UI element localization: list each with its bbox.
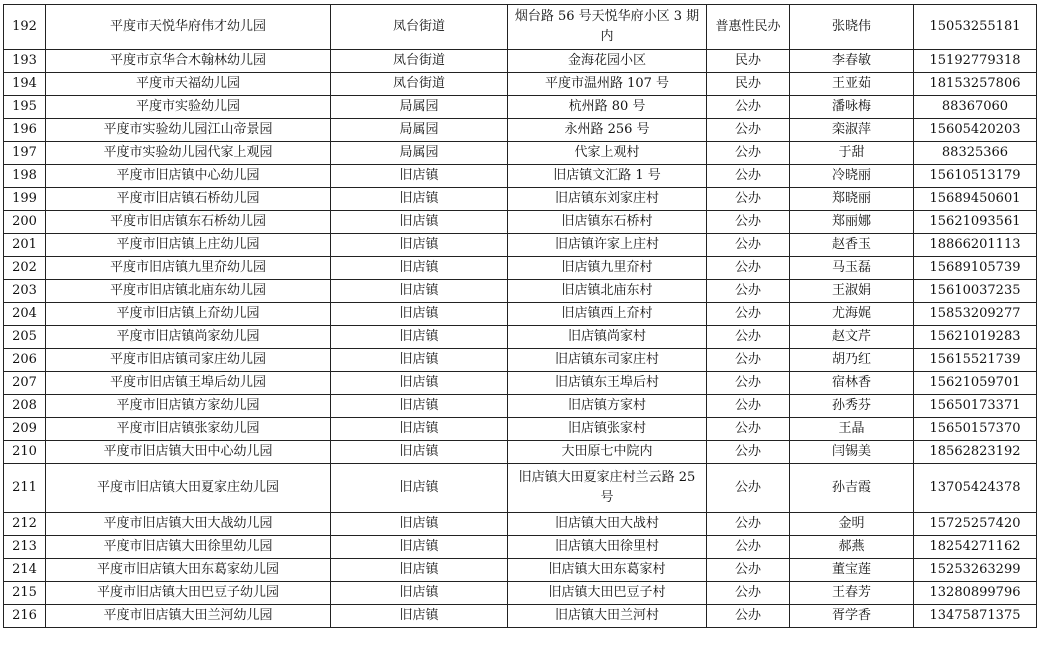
street-cell: 旧店镇 [331, 303, 508, 326]
kindergarten-name-cell: 平度市天福幼儿园 [46, 73, 331, 96]
phone-cell: 15610037235 [914, 280, 1037, 303]
street-cell: 旧店镇 [331, 441, 508, 464]
table-row [4, 513, 1037, 536]
address-cell: 旧店镇北庙东村 [508, 280, 707, 303]
ownership-type-cell: 公办 [707, 349, 790, 372]
address-cell: 代家上观村 [508, 142, 707, 165]
ownership-type-cell: 公办 [707, 536, 790, 559]
phone-cell: 15605420203 [914, 119, 1037, 142]
phone-cell: 15615521739 [914, 349, 1037, 372]
table-row [4, 73, 1037, 96]
kindergarten-name-cell: 平度市天悦华府伟才幼儿园 [46, 5, 331, 50]
table-row [4, 188, 1037, 211]
table-row [4, 119, 1037, 142]
phone-cell: 13280899796 [914, 582, 1037, 605]
ownership-type-cell: 公办 [707, 234, 790, 257]
contact-person-cell: 冷晓丽 [790, 165, 914, 188]
address-cell: 旧店镇东刘家庄村 [508, 188, 707, 211]
table-row [4, 464, 1037, 513]
phone-cell: 15192779318 [914, 50, 1037, 73]
phone-cell: 18254271162 [914, 536, 1037, 559]
ownership-type-cell: 公办 [707, 119, 790, 142]
ownership-type-cell: 公办 [707, 582, 790, 605]
street-cell: 旧店镇 [331, 513, 508, 536]
address-cell: 旧店镇东王埠后村 [508, 372, 707, 395]
table-row [4, 349, 1037, 372]
table-row [4, 536, 1037, 559]
address-cell: 金海花园小区 [508, 50, 707, 73]
table-row [4, 372, 1037, 395]
kindergarten-name-cell: 平度市旧店镇王埠后幼儿园 [46, 372, 331, 395]
street-cell: 凤台街道 [331, 5, 508, 50]
phone-cell: 15689105739 [914, 257, 1037, 280]
ownership-type-cell: 公办 [707, 395, 790, 418]
ownership-type-cell: 公办 [707, 211, 790, 234]
kindergarten-name-cell: 平度市旧店镇张家幼儿园 [46, 418, 331, 441]
address-cell: 旧店镇大田巴豆子村 [508, 582, 707, 605]
table-row [4, 211, 1037, 234]
contact-person-cell: 王春芳 [790, 582, 914, 605]
contact-person-cell: 郝燕 [790, 536, 914, 559]
contact-person-cell: 王亚茹 [790, 73, 914, 96]
row-number-cell: 207 [4, 372, 46, 395]
ownership-type-cell: 公办 [707, 303, 790, 326]
address-cell: 旧店镇文汇路 1 号 [508, 165, 707, 188]
phone-cell: 15853209277 [914, 303, 1037, 326]
address-cell: 旧店镇大田东葛家村 [508, 559, 707, 582]
phone-cell: 15650157370 [914, 418, 1037, 441]
row-number-cell: 202 [4, 257, 46, 280]
contact-person-cell: 张晓伟 [790, 5, 914, 50]
address-cell: 旧店镇大田大战村 [508, 513, 707, 536]
street-cell: 凤台街道 [331, 50, 508, 73]
phone-cell: 15253263299 [914, 559, 1037, 582]
phone-cell: 15621093561 [914, 211, 1037, 234]
phone-cell: 13705424378 [914, 464, 1037, 513]
contact-person-cell: 李春敏 [790, 50, 914, 73]
contact-person-cell: 胡乃红 [790, 349, 914, 372]
ownership-type-cell: 普惠性民办 [707, 5, 790, 50]
row-number-cell: 210 [4, 441, 46, 464]
kindergarten-name-cell: 平度市旧店镇尚家幼儿园 [46, 326, 331, 349]
street-cell: 旧店镇 [331, 559, 508, 582]
contact-person-cell: 潘咏梅 [790, 96, 914, 119]
row-number-cell: 197 [4, 142, 46, 165]
row-number-cell: 201 [4, 234, 46, 257]
table-row [4, 441, 1037, 464]
ownership-type-cell: 公办 [707, 464, 790, 513]
row-number-cell: 199 [4, 188, 46, 211]
phone-cell: 15053255181 [914, 5, 1037, 50]
kindergarten-name-cell: 平度市旧店镇大田大战幼儿园 [46, 513, 331, 536]
kindergarten-name-cell: 平度市旧店镇大田兰河幼儿园 [46, 605, 331, 628]
contact-person-cell: 宿林香 [790, 372, 914, 395]
contact-person-cell: 郑丽娜 [790, 211, 914, 234]
contact-person-cell: 孙秀芬 [790, 395, 914, 418]
table-row [4, 280, 1037, 303]
address-cell: 杭州路 80 号 [508, 96, 707, 119]
ownership-type-cell: 公办 [707, 418, 790, 441]
contact-person-cell: 孙吉霞 [790, 464, 914, 513]
contact-person-cell: 于甜 [790, 142, 914, 165]
contact-person-cell: 栾淑萍 [790, 119, 914, 142]
table-row [4, 582, 1037, 605]
row-number-cell: 205 [4, 326, 46, 349]
street-cell: 旧店镇 [331, 464, 508, 513]
address-cell: 旧店镇东司家庄村 [508, 349, 707, 372]
kindergarten-name-cell: 平度市旧店镇上庄幼儿园 [46, 234, 331, 257]
street-cell: 旧店镇 [331, 165, 508, 188]
address-cell: 旧店镇大田夏家庄村兰云路 25 号 [508, 464, 707, 513]
contact-person-cell: 金明 [790, 513, 914, 536]
contact-person-cell: 赵文芹 [790, 326, 914, 349]
contact-person-cell: 闫锡美 [790, 441, 914, 464]
phone-cell: 18153257806 [914, 73, 1037, 96]
kindergarten-name-cell: 平度市旧店镇大田夏家庄幼儿园 [46, 464, 331, 513]
address-cell: 永州路 256 号 [508, 119, 707, 142]
table-row [4, 326, 1037, 349]
street-cell: 旧店镇 [331, 349, 508, 372]
street-cell: 旧店镇 [331, 326, 508, 349]
kindergarten-name-cell: 平度市旧店镇九里夼幼儿园 [46, 257, 331, 280]
street-cell: 局属园 [331, 96, 508, 119]
ownership-type-cell: 公办 [707, 441, 790, 464]
row-number-cell: 195 [4, 96, 46, 119]
table-row [4, 303, 1037, 326]
table-row [4, 395, 1037, 418]
contact-person-cell: 王淑娟 [790, 280, 914, 303]
row-number-cell: 200 [4, 211, 46, 234]
table-row [4, 50, 1037, 73]
row-number-cell: 193 [4, 50, 46, 73]
ownership-type-cell: 公办 [707, 188, 790, 211]
street-cell: 旧店镇 [331, 582, 508, 605]
contact-person-cell: 胥学香 [790, 605, 914, 628]
ownership-type-cell: 民办 [707, 73, 790, 96]
phone-cell: 13475871375 [914, 605, 1037, 628]
row-number-cell: 196 [4, 119, 46, 142]
phone-cell: 88367060 [914, 96, 1037, 119]
table-row [4, 96, 1037, 119]
kindergarten-table [3, 4, 1037, 628]
row-number-cell: 209 [4, 418, 46, 441]
ownership-type-cell: 公办 [707, 142, 790, 165]
phone-cell: 15621019283 [914, 326, 1037, 349]
street-cell: 凤台街道 [331, 73, 508, 96]
street-cell: 局属园 [331, 119, 508, 142]
row-number-cell: 208 [4, 395, 46, 418]
address-cell: 旧店镇大田兰河村 [508, 605, 707, 628]
contact-person-cell: 尤海娓 [790, 303, 914, 326]
street-cell: 旧店镇 [331, 418, 508, 441]
row-number-cell: 213 [4, 536, 46, 559]
phone-cell: 88325366 [914, 142, 1037, 165]
street-cell: 旧店镇 [331, 257, 508, 280]
contact-person-cell: 赵香玉 [790, 234, 914, 257]
kindergarten-name-cell: 平度市旧店镇上夼幼儿园 [46, 303, 331, 326]
address-cell: 旧店镇西上夼村 [508, 303, 707, 326]
table-row [4, 5, 1037, 50]
kindergarten-name-cell: 平度市旧店镇石桥幼儿园 [46, 188, 331, 211]
ownership-type-cell: 公办 [707, 257, 790, 280]
row-number-cell: 203 [4, 280, 46, 303]
row-number-cell: 204 [4, 303, 46, 326]
table-row [4, 142, 1037, 165]
phone-cell: 15610513179 [914, 165, 1037, 188]
kindergarten-name-cell: 平度市实验幼儿园江山帝景园 [46, 119, 331, 142]
row-number-cell: 194 [4, 73, 46, 96]
street-cell: 旧店镇 [331, 211, 508, 234]
table-row [4, 418, 1037, 441]
phone-cell: 15621059701 [914, 372, 1037, 395]
kindergarten-name-cell: 平度市旧店镇大田东葛家幼儿园 [46, 559, 331, 582]
address-cell: 旧店镇许家上庄村 [508, 234, 707, 257]
phone-cell: 15725257420 [914, 513, 1037, 536]
kindergarten-name-cell: 平度市旧店镇中心幼儿园 [46, 165, 331, 188]
contact-person-cell: 董宝莲 [790, 559, 914, 582]
kindergarten-name-cell: 平度市旧店镇大田巴豆子幼儿园 [46, 582, 331, 605]
street-cell: 旧店镇 [331, 234, 508, 257]
row-number-cell: 192 [4, 5, 46, 50]
row-number-cell: 214 [4, 559, 46, 582]
street-cell: 旧店镇 [331, 372, 508, 395]
row-number-cell: 216 [4, 605, 46, 628]
row-number-cell: 212 [4, 513, 46, 536]
address-cell: 烟台路 56 号天悦华府小区 3 期内 [508, 5, 707, 50]
ownership-type-cell: 民办 [707, 50, 790, 73]
ownership-type-cell: 公办 [707, 605, 790, 628]
ownership-type-cell: 公办 [707, 372, 790, 395]
address-cell: 旧店镇尚家村 [508, 326, 707, 349]
ownership-type-cell: 公办 [707, 513, 790, 536]
ownership-type-cell: 公办 [707, 165, 790, 188]
row-number-cell: 211 [4, 464, 46, 513]
table-row [4, 605, 1037, 628]
street-cell: 旧店镇 [331, 605, 508, 628]
row-number-cell: 206 [4, 349, 46, 372]
phone-cell: 15650173371 [914, 395, 1037, 418]
kindergarten-name-cell: 平度市实验幼儿园代家上观园 [46, 142, 331, 165]
phone-cell: 18866201113 [914, 234, 1037, 257]
table-row [4, 165, 1037, 188]
table-row [4, 234, 1037, 257]
address-cell: 大田原七中院内 [508, 441, 707, 464]
address-cell: 旧店镇东石桥村 [508, 211, 707, 234]
row-number-cell: 198 [4, 165, 46, 188]
kindergarten-name-cell: 平度市旧店镇大田中心幼儿园 [46, 441, 331, 464]
kindergarten-name-cell: 平度市旧店镇司家庄幼儿园 [46, 349, 331, 372]
street-cell: 旧店镇 [331, 536, 508, 559]
kindergarten-name-cell: 平度市旧店镇北庙东幼儿园 [46, 280, 331, 303]
street-cell: 局属园 [331, 142, 508, 165]
address-cell: 旧店镇方家村 [508, 395, 707, 418]
contact-person-cell: 王晶 [790, 418, 914, 441]
street-cell: 旧店镇 [331, 188, 508, 211]
address-cell: 旧店镇九里夼村 [508, 257, 707, 280]
phone-cell: 18562823192 [914, 441, 1037, 464]
kindergarten-name-cell: 平度市旧店镇东石桥幼儿园 [46, 211, 331, 234]
kindergarten-name-cell: 平度市实验幼儿园 [46, 96, 331, 119]
kindergarten-name-cell: 平度市京华合木翰林幼儿园 [46, 50, 331, 73]
table-body [4, 5, 1037, 628]
kindergarten-name-cell: 平度市旧店镇大田徐里幼儿园 [46, 536, 331, 559]
contact-person-cell: 郑晓丽 [790, 188, 914, 211]
phone-cell: 15689450601 [914, 188, 1037, 211]
ownership-type-cell: 公办 [707, 559, 790, 582]
street-cell: 旧店镇 [331, 280, 508, 303]
ownership-type-cell: 公办 [707, 96, 790, 119]
address-cell: 平度市温州路 107 号 [508, 73, 707, 96]
address-cell: 旧店镇大田徐里村 [508, 536, 707, 559]
ownership-type-cell: 公办 [707, 326, 790, 349]
table-row [4, 257, 1037, 280]
row-number-cell: 215 [4, 582, 46, 605]
table-row [4, 559, 1037, 582]
street-cell: 旧店镇 [331, 395, 508, 418]
contact-person-cell: 马玉磊 [790, 257, 914, 280]
address-cell: 旧店镇张家村 [508, 418, 707, 441]
ownership-type-cell: 公办 [707, 280, 790, 303]
kindergarten-name-cell: 平度市旧店镇方家幼儿园 [46, 395, 331, 418]
